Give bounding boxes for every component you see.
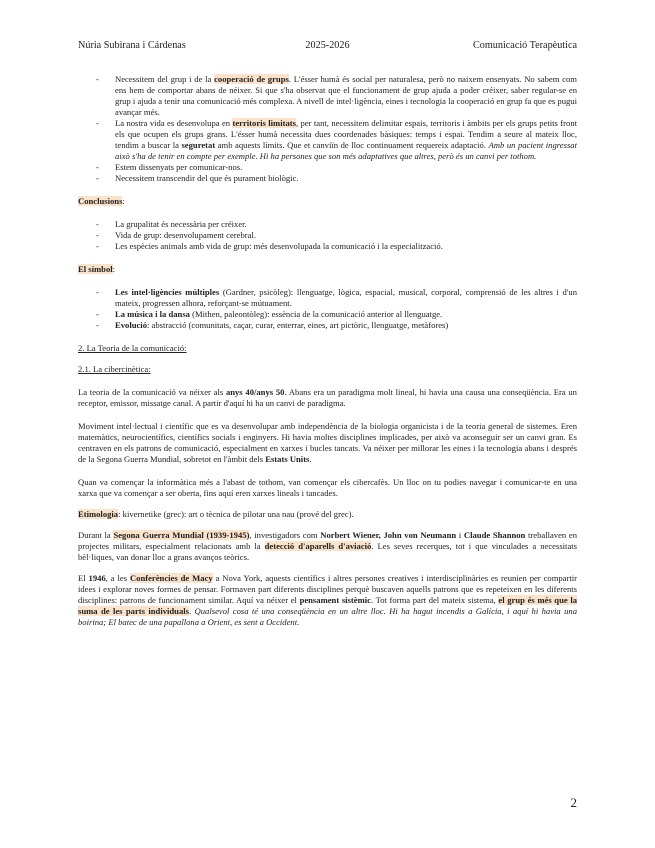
list-item: - Necessitem transcendir del que és purament biològic. [78,173,577,184]
list-item: - Les espècies animals amb vida de grup: més desenvolupada la comunicació i la especialització. [78,241,577,252]
list-item: - Estem dissenyats per comunicar-nos. [78,162,577,173]
header-year: 2025-2026 [305,40,350,51]
header-subject: Comunicació Terapèutica [472,40,577,51]
paragraph-movement: Moviment intel·lectual i científic que es va desenvolupar amb independència de la biologia organicista i de la teoria general de sistemes. Eren matemàtics, neurocientífics, científics socials i enginyers. Hi havia moltes disciplines implicades, per això va aconseguir ser un canvi gran. Es centraven en els patrons de comunicació, especialment en xarxes i bucles tancats. Va néixer per millorar les eines i la tecnologia abans i després de la Segona Guerra Mundial, sobretot en l'àmbit dels Estats Units. [78,421,577,464]
group-needs-list [78,74,577,184]
page-header [78,40,577,54]
list-item: - Evolució: abstracció (comunitats, caçar, curar, enterrar, eines, art pictòric, llenguatge, metàfores) [78,320,577,331]
list-item: - La nostra vida es desenvolupa en territoris limitats, per tant, necessitem delimitar espais, territoris i àmbits per els grups petits front els que ocupen els grups grans. L'ésser humà necessita dues coordenades bàsiques: temps i espai. Tendim a seure al mateix lloc, tendim a buscar la seguretat amb aquests límits. Que et canviïn de lloc continuament requereix adaptació. Amb un pacient ingressat això s'ha de tenir en compte per exemple. Hi ha persones que son més adaptatives que altres, però és un canvi per tothom. [78,118,577,162]
paragraph-macy: El 1946, a les Conferències de Macy a Nova York, aquests científics i altres persones creatives i interdisciplinàries es reunien per compartir idees i explorar noves formes de pensar. Formaven part diferents disciplines perquè buscaven aquells patrons que es repeteixen en les diferents disciplines: patrons de funcionament similar. Aquí va néixer el pensament sistèmic. Tot forma part del mateix sistema, el grup és més que la suma de les parts individuals. Qualsevol cosa té una conseqüència en un altre lloc. Hi ha hagut incendis a Galícia, i aquí hi havia una boirina; El batec de una papallona a Orient, es sent a Occident. [78,573,578,627]
list-item: - Les intel·ligències múltiples (Gardner, psicòleg): llenguatge, lògica, espacial, musical, corporal, comprensió de les altres i d'un mateix, progressen alhora, reforçant-se mútuament. [78,287,577,309]
section-title: 2. La Teoria de la comunicació: [78,343,187,353]
list-item: - Vida de grup: desenvolupament cerebral. [78,230,577,241]
paragraph-etymology: Etimologia: kivernetike (grec): art o tècnica de pilotar una nau (prové del grec). [78,509,354,519]
paragraph-ww2: Durant la Segona Guerra Mundial (1939-1945), investigadors com Norbert Wiener, John von Neumann i Claude Shannon treballaven en projectes militars, especialment relacionats amb la detecció d'aparells d'aviació. Les seves recerques, tot i que vinculades a necessitats bèl·liques, van donar lloc a grans avanços teòrics. [78,530,577,562]
conclusions-list [78,219,577,252]
list-item: - La música i la dansa (Mithen, paleontòleg): essència de la comunicació anterior al llenguatge. [78,309,577,320]
page-content [78,74,577,628]
subsection-title: 2.1. La cibercinètica: [78,364,151,374]
conclusions-heading: Conclusions: [78,196,125,206]
simbol-list [78,287,577,331]
list-item: - Necessitem del grup i de la cooperació de grups. L'ésser humà és social per naturalesa, però no naixem ensenyats. No sabem com ens hem de comportar abans de néixer. Si que s'ha observat que el funcionament de grup ajuda a poder créixer, saber regular-se en grup i ajuda a tenir una comunicació més complexa. A nivell de intel·ligència, eines i tecnologia la cooperació en grup fa que es pugui avançar més. [78,74,577,118]
paragraph-informatics: Quan va començar la informàtica més a l'abast de tothom, van començar els cibercafès. Un lloc on tu podies navegar i comunicar-te en una xarxa que va començar a ser oberta, fins aquí eren xarxes lineals i tancades. [78,477,577,498]
list-item: - La grupalitat és necessària per créixer. [78,219,577,230]
page-number: 2 [570,795,577,810]
simbol-heading: El símbol: [78,264,116,274]
header-author: Núria Subirana i Cárdenas [78,40,186,51]
paragraph-origin: La teoria de la comunicació va néixer als anys 40/anys 50. Abans era un paradigma molt lineal, hi havia una causa una conseqüència. Era un receptor, emissor, missatge canal. A partir d'aquí hi ha un canvi de paradigma. [78,387,577,408]
